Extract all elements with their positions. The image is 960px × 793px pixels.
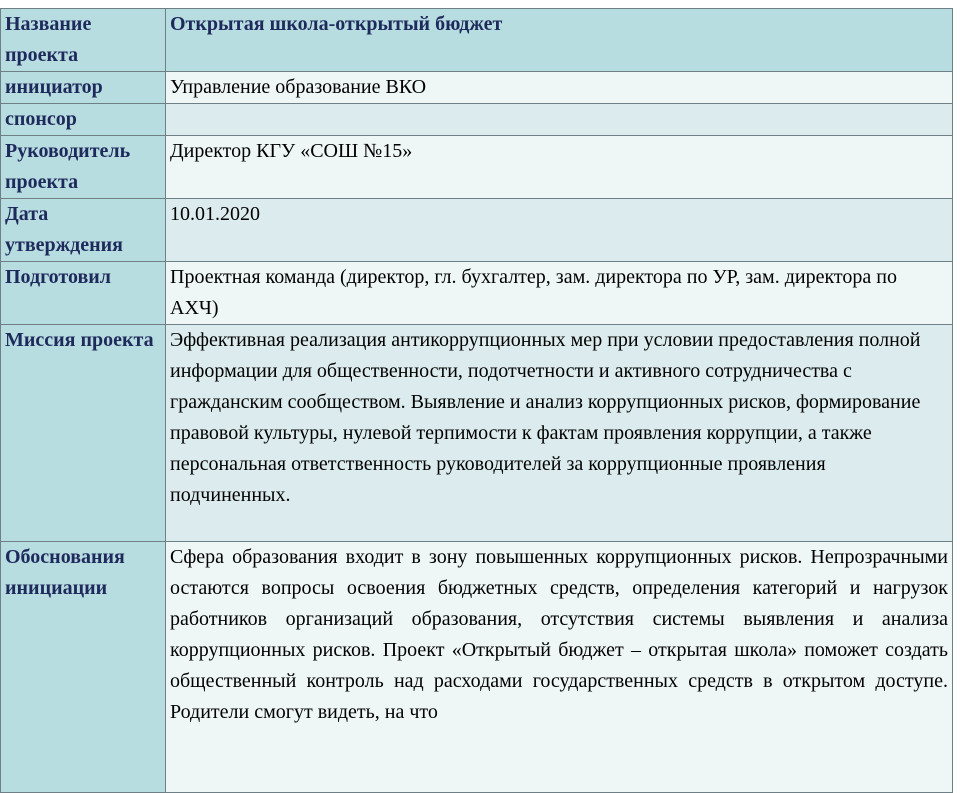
row-label: Руководитель проекта	[1, 136, 166, 199]
table-row-prepared-by	[1, 262, 953, 325]
row-label: Обоснования инициации	[1, 542, 166, 793]
row-label: Подготовил	[1, 262, 166, 325]
project-passport-table-container	[0, 8, 952, 793]
table-row-sponsor	[1, 104, 953, 136]
row-value: Эффективная реализация антикоррупционных мер при условии предоставления полной информации для общественности, подотчетности и активного сотрудничества с гражданским сообществом. Выявление и анализ коррупционных рисков, формирование правовой культуры, нулевой терпимости к фактам проявления коррупции, а также персональная ответственность руководителей за коррупционные проявления подчиненных.	[166, 325, 953, 542]
row-value: Сфера образования входит в зону повышенных коррупционных рисков. Непрозрачными остаются вопросы освоения бюджетных средств, определения категорий и нагрузок работников организаций образования, отсутствия системы выявления и анализа коррупционных рисков. Проект «Открытый бюджет – открытая школа» поможет создать общественный контроль над расходами государственных средств в открытом доступе. Родители смогут видеть, на что	[166, 542, 953, 793]
row-label: инициатор	[1, 72, 166, 104]
row-value: Управление образование ВКО	[166, 72, 953, 104]
row-label: спонсор	[1, 104, 166, 136]
table-row-justification	[1, 542, 953, 793]
row-value: Проектная команда (директор, гл. бухгалтер, зам. директора по УР, зам. директора по АХЧ)	[166, 262, 953, 325]
table-row-mission	[1, 325, 953, 542]
row-value: 10.01.2020	[166, 199, 953, 262]
row-value: Открытая школа-открытый бюджет	[166, 9, 953, 72]
project-passport-table	[0, 8, 953, 793]
table-row-project-name	[1, 9, 953, 72]
row-value: Директор КГУ «СОШ №15»	[166, 136, 953, 199]
row-label: Миссия проекта	[1, 325, 166, 542]
table-row-approval-date	[1, 199, 953, 262]
table-row-project-leader	[1, 136, 953, 199]
row-label: Дата утверждения	[1, 199, 166, 262]
table-row-initiator	[1, 72, 953, 104]
row-label: Название проекта	[1, 9, 166, 72]
row-value	[166, 104, 953, 136]
